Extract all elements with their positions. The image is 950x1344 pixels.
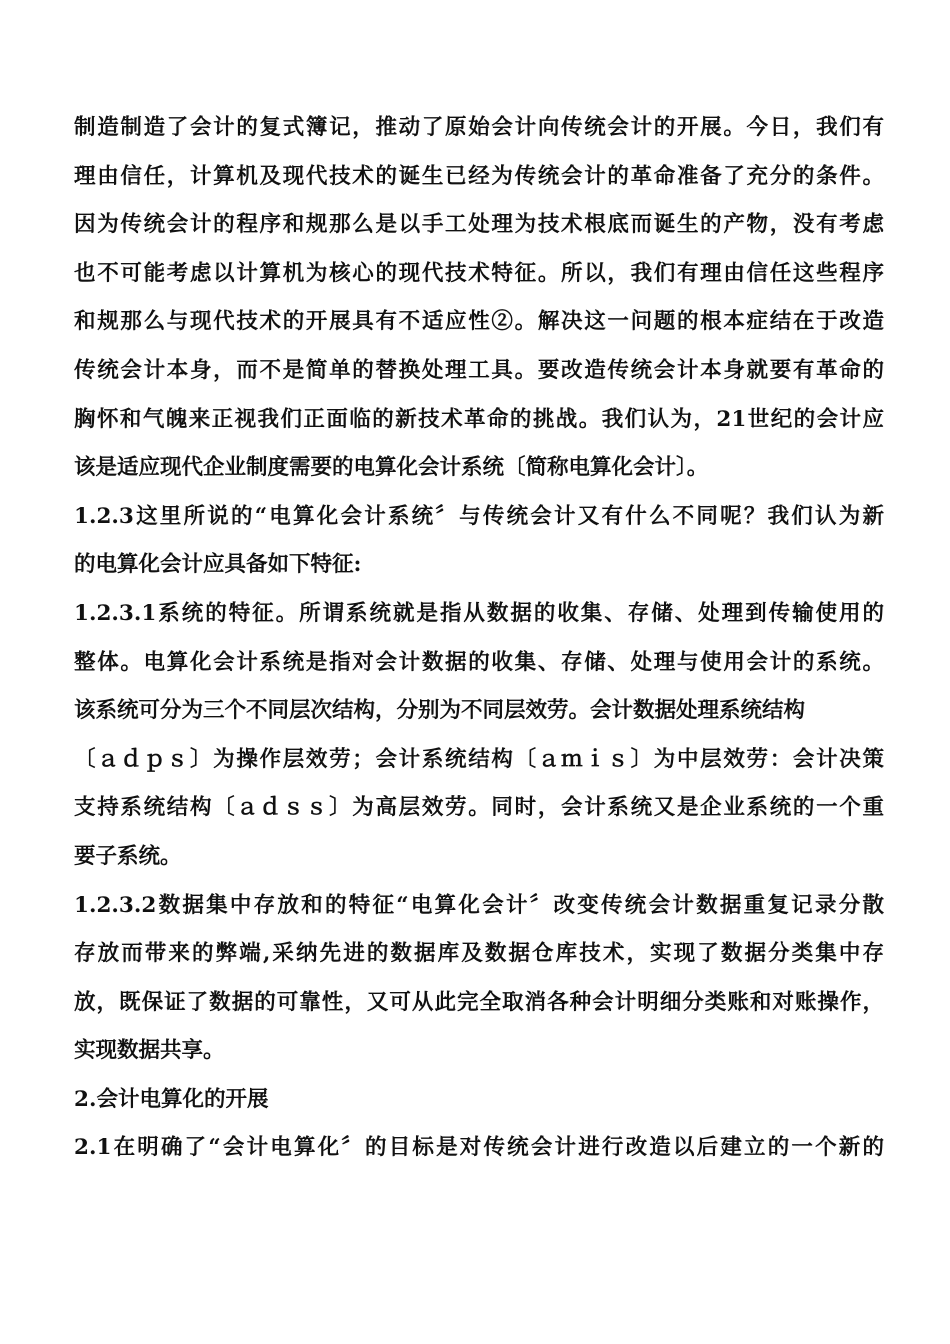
text-line: 制造制造了会计的复式簿记，推动了原始会计向传统会计的开展。今日，我们有	[74, 115, 884, 140]
text-line: 胸怀和气魄来正视我们正面临的新技术革命的挑战。我们认为，21世纪的会计应	[74, 406, 884, 432]
text-line: 因为传统会计的程序和规那么是以手工处理为技术根底而诞生的产物，没有考虑	[74, 212, 884, 238]
section-heading-line: 2.1在明确了“会计电算化〞的目标是对传统会计进行改造以后建立的一个新的	[74, 1135, 884, 1161]
section-heading: 2.会计电算化的开展	[74, 1086, 269, 1112]
text-line: 也不可能考虑以计算机为核心的现代技术特征。所以，我们有理由信任这些程序	[74, 260, 884, 286]
document-body	[74, 104, 884, 1173]
text-line: 放，既保证了数据的可靠性，又可从此完全取消各种会计明细分类账和对账操作，	[74, 989, 884, 1015]
text-line: 要子系统。	[74, 843, 182, 869]
section-heading-line: 1.2.3这里所说的“电算化会计系统〞与传统会计又有什么不同呢？我们认为新	[74, 503, 884, 529]
text-line: 该是适应现代企业制度需要的电算化会计系统〔简称电算化会计〕。	[74, 455, 709, 481]
text-line: 存放而带来的弊端,采纳先进的数据库及数据仓库技术，实现了数据分类集中存	[74, 941, 884, 967]
section-heading-line: 1.2.3.1系统的特征。所谓系统就是指从数据的收集、存储、处理到传输使用的	[74, 600, 884, 626]
text-line: 支持系统结构〔ａｄｓｓ〕为高层效劳。同时，会计系统又是企业系统的一个重	[74, 795, 884, 821]
text-line: 整体。电算化会计系统是指对会计数据的收集、存储、处理与使用会计的系统。	[74, 649, 884, 675]
text-line: 理由信任，计算机及现代技术的诞生已经为传统会计的革命准备了充分的条件。	[74, 163, 884, 189]
text-line: 传统会计本身，而不是简单的替换处理工具。要改造传统会计本身就要有革命的	[74, 357, 884, 383]
text-line: 和规那么与现代技术的开展具有不适应性②。解决这一问题的根本症结在于改造	[74, 309, 884, 335]
text-line: 〔ａｄｐｓ〕为操作层效劳；会计系统结构〔ａｍｉｓ〕为中层效劳：会计决策	[74, 746, 884, 772]
text-line: 的电算化会计应具备如下特征:	[74, 552, 362, 578]
text-line: 实现数据共享。	[74, 1038, 225, 1064]
section-heading-line: 1.2.3.2数据集中存放和的特征“电算化会计〞改变传统会计数据重复记录分散	[74, 892, 884, 918]
text-line: 该系统可分为三个不同层次结构，分别为不同层效劳。会计数据处理系统结构	[74, 698, 806, 724]
